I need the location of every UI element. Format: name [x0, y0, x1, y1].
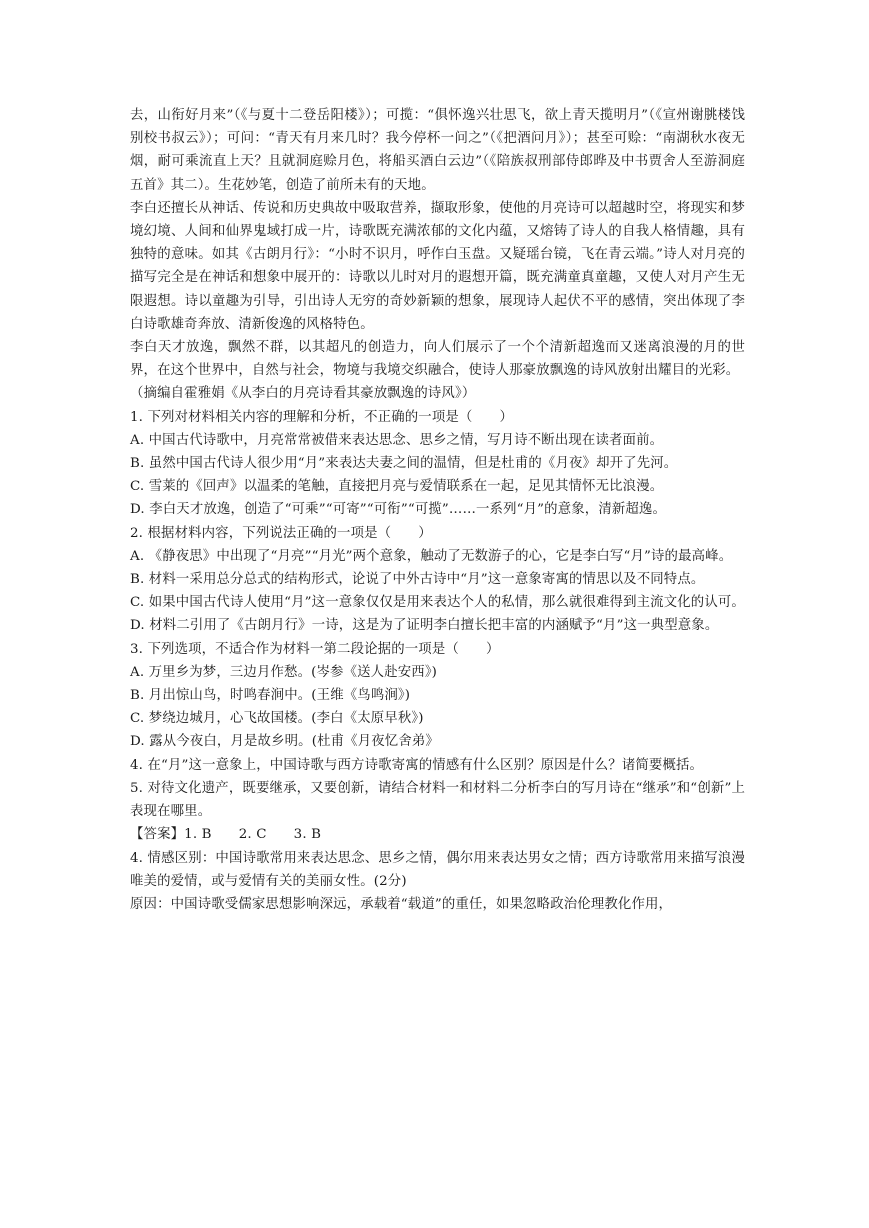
q3-option-a: A. 万里乡为梦，三边月作愁。(岑参《送人赴安西》) [130, 664, 438, 680]
paragraph-myth-sources: 李白还擅长从神话、传说和历史典故中吸取营养，撷取形象，使他的月亮诗可以超越时空，将现实和梦境幻境、人间和仙界鬼域打成一片，诗歌既充满浓郁的文化内蕴，又熔铸了诗人的自我人格情趣，具有独特的意味。如其《古朗月行》：“小时不识月，呼作白玉盘。又疑瑶台镜，飞在青云端。”诗人对月亮的描写完全是在神话和想象中展开的：诗歌以儿时对月的遐想开篇，既充满童真童趣，又使人对月产生无限遐想。诗以童趣为引导，引出诗人无穷的奇妙新颖的想象，展现诗人起伏不平的感情，突出体现了李白诗歌雄奇奔放、清新俊逸的风格特色。 [130, 200, 745, 332]
q2-option-c: C. 如果中国古代诗人使用“月”这一意象仅仅是用来表达个人的私情，那么就很难得到主流文化的认可。 [130, 595, 745, 611]
paragraph-moon-verbs: 去，山衔好月来”（《与夏十二登岳阳楼》）；可揽：“俱怀逸兴壮思飞，欲上青天揽明月”（《宣州谢朓楼饯别校书叔云》）；可问：“青天有月来几时？我今停杯一问之”（《把酒问月》）；甚至可赊：“南湖秋水夜无烟，耐可乘流直上天？且就洞庭赊月色，将船买酒白云边”（《陪族叔刑部侍郎晔及中书贾舍人至游洞庭五首》其二）。生花妙笔，创造了前所未有的天地。 [130, 108, 745, 193]
q1-option-a: A. 中国古代诗歌中，月亮常常被借来表达思念、思乡之情，写月诗不断出现在读者面前。 [130, 432, 664, 448]
answer-4-reason: 原因：中国诗歌受儒家思想影响深远，承载着“载道”的重任，如果忽略政治伦理教化作用， [130, 896, 673, 912]
answer-4-difference: 4. 情感区别：中国诗歌常用来表达思念、思乡之情，偶尔用来表达男女之情；西方诗歌常用来描写浪漫唯美的爱情，或与爱情有关的美丽女性。(2分) [130, 850, 745, 889]
q2-option-a: A. 《静夜思》中出现了“月亮”“月光”两个意象，触动了无数游子的心，它是李白写“月”诗的最高峰。 [130, 548, 733, 564]
question-1: 1. 下列对材料相关内容的理解和分析，不正确的一项是（ ） [130, 409, 514, 425]
question-3: 3. 下列选项，不适合作为材料一第二段论据的一项是（ ） [130, 641, 500, 657]
q1-option-b: B. 虽然中国古代诗人很少用“月”来表达夫妻之间的温情，但是杜甫的《月夜》却开了先河。 [130, 456, 678, 472]
question-5: 5. 对待文化遗产，既要继承，又要创新，请结合材料一和材料二分析李白的写月诗在“继承”和“创新”上表现在哪里。 [130, 780, 745, 820]
q3-option-c: C. 梦绕边城月，心飞故国楼。(李白《太原早秋》) [130, 711, 424, 727]
q3-option-b: B. 月出惊山鸟，时鸣春涧中。(王维《鸟鸣涧》) [130, 688, 411, 704]
q2-option-d: D. 材料二引用了《古朗月行》一诗，这是为了证明李白擅长把丰富的内涵赋予“月”这一典型意象。 [130, 618, 719, 634]
source-citation: （摘编自霍雅娟《从李白的月亮诗看其豪放飘逸的诗风》） [130, 386, 476, 402]
document-body [130, 104, 745, 916]
q1-option-d: D. 李白天才放逸，创造了“可乘”“可寄”“可衔”“可揽”……一系列“月”的意象，清新超逸。 [130, 502, 667, 518]
question-2: 2. 根据材料内容，下列说法正确的一项是（ ） [130, 525, 432, 541]
answer-key: 【答案】1. B 2. C 3. B [130, 827, 322, 843]
q3-option-d: D. 露从今夜白，月是故乡明。(杜甫《月夜忆舍弟》 [130, 734, 439, 750]
question-4: 4. 在“月”这一意象上，中国诗歌与西方诗歌寄寓的情感有什么区别？原因是什么？诸简要概括。 [130, 757, 704, 773]
q1-option-c: C. 雪莱的《回声》以温柔的笔触，直接把月亮与爱情联系在一起，足见其情怀无比浪漫。 [130, 479, 664, 495]
q2-option-b: B. 材料一采用总分总式的结构形式，论说了中外古诗中“月”这一意象寄寓的情思以及不同特点。 [130, 572, 705, 588]
paragraph-conclusion: 李白天才放逸，飘然不群，以其超凡的创造力，向人们展示了一个个清新超逸而又迷离浪漫的月的世界，在这个世界中，自然与社会，物境与我境交织融合，使诗人那豪放飘逸的诗风放射出耀目的光彩。 [130, 340, 745, 379]
